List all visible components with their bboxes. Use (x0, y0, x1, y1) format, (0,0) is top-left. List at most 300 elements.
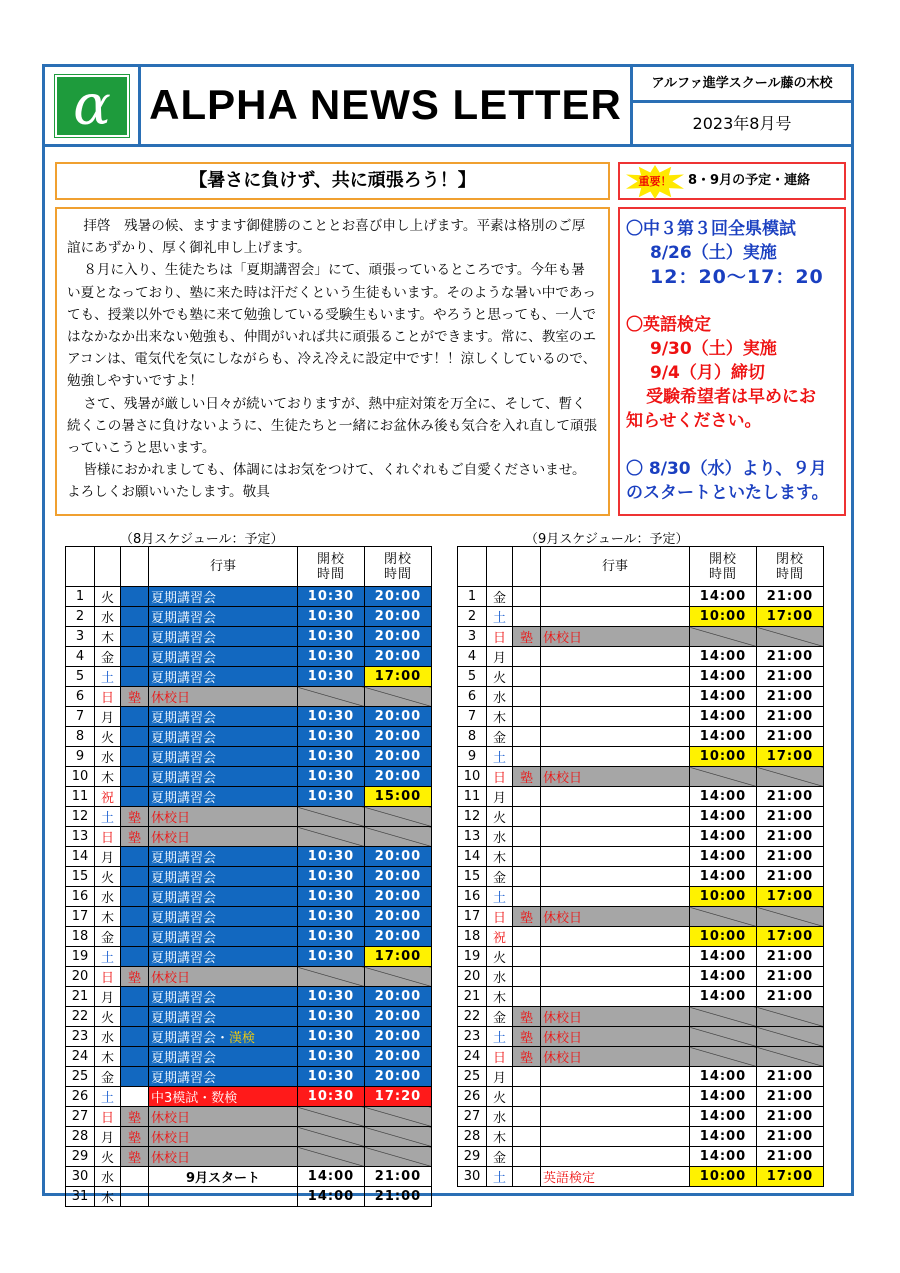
september-schedule-table (457, 546, 824, 1187)
juku-cell (121, 747, 149, 767)
close-time-cell: 21:00 (757, 947, 824, 967)
event-label: 夏期講習会 (151, 751, 217, 766)
event-label: 休校日 (543, 631, 583, 646)
close-time-cell: 20:00 (365, 867, 432, 887)
letter-paragraph: さて、残暑が厳しい日々が続いておりますが、熱中症対策を万全に、そして、暫く続くこの暑さに負けないように、生徒たちと一緒にお盆休み後も気合を入れ直して頑張っていこうと思います。 (67, 395, 598, 457)
event-label: 休校日 (543, 1031, 583, 1046)
open-time-cell (690, 907, 757, 927)
open-time-cell: 10:30 (298, 587, 365, 607)
close-time-cell: 21:00 (757, 707, 824, 727)
event-cell (541, 947, 690, 967)
letter-paragraph: 拝啓 残暑の候、ますます御健勝のこととお喜び申し上げます。平素は格別のご厚誼にあずかり、厚く御礼申し上げます。 (67, 218, 586, 257)
close-time-cell (365, 687, 432, 707)
open-time-cell (298, 1127, 365, 1147)
event-cell (149, 587, 298, 607)
juku-cell (121, 727, 149, 747)
open-time-cell (298, 1107, 365, 1127)
event-cell (541, 1067, 690, 1087)
day-cell: 23 (66, 1027, 95, 1047)
open-time-cell (690, 1047, 757, 1067)
day-cell: 26 (66, 1087, 95, 1107)
event-cell (541, 1007, 690, 1027)
day-cell: 27 (66, 1107, 95, 1127)
weekday-cell: 火 (487, 1087, 513, 1107)
table-row (66, 967, 432, 987)
notice-body (618, 207, 846, 516)
notice-line: 受験希望者は早めにお (646, 387, 816, 407)
table-row (458, 667, 824, 687)
close-time-cell: 21:00 (757, 727, 824, 747)
close-time-cell: 21:00 (757, 647, 824, 667)
juku-cell: 塾 (121, 967, 149, 987)
juku-cell (121, 1047, 149, 1067)
table-row (66, 807, 432, 827)
weekday-cell: 火 (95, 587, 121, 607)
open-time-cell (690, 627, 757, 647)
close-time-cell: 20:00 (365, 887, 432, 907)
table-row (458, 1167, 824, 1187)
juku-cell (513, 827, 541, 847)
table-row (458, 1087, 824, 1107)
close-time-cell: 20:00 (365, 707, 432, 727)
table-row (458, 987, 824, 1007)
close-time-cell (365, 1127, 432, 1147)
weekday-cell: 木 (487, 847, 513, 867)
event-cell (541, 987, 690, 1007)
day-cell: 20 (458, 967, 487, 987)
weekday-cell: 月 (95, 987, 121, 1007)
notice-line: 〇英語検定 (626, 315, 711, 335)
juku-cell (121, 1007, 149, 1027)
close-time-cell: 17:00 (757, 887, 824, 907)
day-cell: 1 (458, 587, 487, 607)
open-time-cell (298, 807, 365, 827)
table-header (458, 547, 824, 587)
table-row (458, 1027, 824, 1047)
close-time-cell (365, 1107, 432, 1127)
event-label: 夏期講習会 (151, 671, 217, 686)
table-row (66, 607, 432, 627)
table-row (66, 1067, 432, 1087)
juku-cell (121, 867, 149, 887)
open-time-cell: 10:30 (298, 887, 365, 907)
juku-cell (513, 1167, 541, 1187)
juku-cell: 塾 (121, 1147, 149, 1167)
header-event: 行事 (149, 547, 298, 587)
day-cell: 1 (66, 587, 95, 607)
day-cell: 18 (458, 927, 487, 947)
open-time-cell: 10:00 (690, 607, 757, 627)
day-cell: 7 (458, 707, 487, 727)
close-time-cell (365, 967, 432, 987)
weekday-cell: 火 (95, 867, 121, 887)
close-time-cell: 21:00 (757, 847, 824, 867)
event-label-extra: 漢検 (229, 1031, 256, 1046)
close-time-cell: 17:20 (365, 1087, 432, 1107)
open-time-cell: 10:30 (298, 1087, 365, 1107)
table-row (458, 1007, 824, 1027)
open-time-cell (690, 1027, 757, 1047)
day-cell: 30 (458, 1167, 487, 1187)
weekday-cell: 土 (487, 607, 513, 627)
close-time-cell: 21:00 (365, 1167, 432, 1187)
weekday-cell: 水 (487, 967, 513, 987)
day-cell: 11 (458, 787, 487, 807)
close-time-cell: 15:00 (365, 787, 432, 807)
weekday-cell: 祝 (95, 787, 121, 807)
notice-line: のスタートといたします。 (626, 483, 829, 503)
day-cell: 27 (458, 1107, 487, 1127)
day-cell: 18 (66, 927, 95, 947)
header-close-label: 閉校 時間 (775, 551, 804, 582)
close-time-cell: 20:00 (365, 727, 432, 747)
weekday-cell: 水 (95, 747, 121, 767)
event-label: 休校日 (151, 1111, 191, 1126)
day-cell: 15 (458, 867, 487, 887)
open-time-cell: 10:30 (298, 727, 365, 747)
event-cell (541, 687, 690, 707)
notice-line: 9/4（月）締切 (650, 363, 765, 383)
table-row (66, 1047, 432, 1067)
juku-cell: 塾 (121, 687, 149, 707)
weekday-cell: 木 (95, 907, 121, 927)
day-cell: 5 (458, 667, 487, 687)
close-time-cell: 17:00 (757, 747, 824, 767)
juku-cell (513, 847, 541, 867)
day-cell: 11 (66, 787, 95, 807)
header-day (66, 547, 95, 587)
table-row (458, 807, 824, 827)
juku-cell (121, 1087, 149, 1107)
header-open-label: 開校 時間 (708, 551, 737, 582)
day-cell: 17 (458, 907, 487, 927)
day-cell: 5 (66, 667, 95, 687)
day-cell: 21 (458, 987, 487, 1007)
event-label: 夏期講習会 (151, 651, 217, 666)
open-time-cell: 14:00 (690, 1147, 757, 1167)
close-time-cell: 17:00 (365, 667, 432, 687)
table-row (458, 907, 824, 927)
open-time-cell: 14:00 (298, 1187, 365, 1207)
close-time-cell: 21:00 (757, 987, 824, 1007)
table-row (66, 907, 432, 927)
day-cell: 6 (66, 687, 95, 707)
close-time-cell (365, 807, 432, 827)
weekday-cell: 火 (487, 667, 513, 687)
close-time-cell (757, 1007, 824, 1027)
header-juku (513, 547, 541, 587)
juku-cell (121, 947, 149, 967)
header-open-label: 開校 時間 (316, 551, 345, 582)
event-cell (149, 667, 298, 687)
weekday-cell: 土 (95, 947, 121, 967)
open-time-cell: 10:30 (298, 907, 365, 927)
open-time-cell (298, 827, 365, 847)
event-label: 夏期講習会 (151, 591, 217, 606)
event-cell (149, 947, 298, 967)
weekday-cell: 金 (487, 1007, 513, 1027)
notice-line: 〇中３第３回全県模試 (626, 219, 796, 239)
day-cell: 14 (66, 847, 95, 867)
day-cell: 17 (66, 907, 95, 927)
event-label: 休校日 (543, 1011, 583, 1026)
day-cell: 4 (458, 647, 487, 667)
day-cell: 16 (66, 887, 95, 907)
juku-cell (513, 947, 541, 967)
weekday-cell: 金 (487, 727, 513, 747)
weekday-cell: 月 (95, 847, 121, 867)
notice-line: 知らせください。 (626, 411, 762, 431)
juku-cell (513, 987, 541, 1007)
close-time-cell: 21:00 (757, 1087, 824, 1107)
close-time-cell: 20:00 (365, 987, 432, 1007)
table-row (458, 607, 824, 627)
open-time-cell: 10:30 (298, 927, 365, 947)
juku-cell (513, 707, 541, 727)
weekday-cell: 土 (487, 1027, 513, 1047)
event-cell (541, 927, 690, 947)
school-name: アルファ進学スクール藤の木校 (633, 67, 851, 103)
weekday-cell: 木 (95, 767, 121, 787)
header-weekday (487, 547, 513, 587)
close-time-cell: 20:00 (365, 627, 432, 647)
table-row (66, 787, 432, 807)
close-time-cell: 21:00 (757, 587, 824, 607)
event-label: 夏期講習会 (151, 1011, 217, 1026)
day-cell: 15 (66, 867, 95, 887)
letter-paragraph: ８月に入り、生徒たちは「夏期講習会」にて、頑張っているところです。今年も暑い夏となっており、塾に来た時は汗だくという生徒もいます。そのような暑い中であっても、授業以外でも塾に来て勉強している受験生もいます。やろうと思っても、一人ではなかなか出来ない勉強も、仲間がいれば共に頑張ることができます。常に、教室のエアコンは、電気代を気にしながらも、冷え冷えに設定中です！！涼しくしているので、勉強しやすいですよ！ (67, 262, 597, 390)
juku-cell (121, 887, 149, 907)
weekday-cell: 月 (487, 1067, 513, 1087)
event-label: 休校日 (151, 1151, 191, 1166)
event-cell (149, 607, 298, 627)
event-label: 夏期講習会 (151, 891, 217, 906)
open-time-cell: 10:30 (298, 767, 365, 787)
event-label: 休校日 (543, 911, 583, 926)
notice-line: 12：20～17：20 (650, 266, 824, 288)
event-label: 9月スタート (185, 1171, 261, 1186)
open-time-cell: 10:30 (298, 607, 365, 627)
day-cell: 19 (66, 947, 95, 967)
day-cell: 12 (66, 807, 95, 827)
table-row (66, 767, 432, 787)
event-label: 夏期講習会 (151, 851, 217, 866)
juku-cell (121, 647, 149, 667)
table-row (458, 1107, 824, 1127)
close-time-cell: 21:00 (757, 807, 824, 827)
table-row (66, 727, 432, 747)
close-time-cell: 20:00 (365, 1007, 432, 1027)
day-cell: 2 (458, 607, 487, 627)
day-cell: 26 (458, 1087, 487, 1107)
close-time-cell: 17:00 (757, 927, 824, 947)
day-cell: 25 (458, 1067, 487, 1087)
table-row (66, 587, 432, 607)
day-cell: 28 (458, 1127, 487, 1147)
event-label: 休校日 (151, 971, 191, 986)
juku-cell (121, 1067, 149, 1087)
open-time-cell: 10:30 (298, 1067, 365, 1087)
open-time-cell: 10:30 (298, 627, 365, 647)
weekday-cell: 金 (487, 587, 513, 607)
event-label: 夏期講習会 (151, 951, 217, 966)
table-row (458, 1127, 824, 1147)
event-label: 休校日 (151, 811, 191, 826)
event-cell (149, 847, 298, 867)
weekday-cell: 木 (95, 627, 121, 647)
juku-cell (513, 1087, 541, 1107)
open-time-cell: 14:00 (690, 787, 757, 807)
important-badge: 重要！ (638, 175, 672, 188)
open-time-cell: 14:00 (690, 707, 757, 727)
close-time-cell: 20:00 (365, 1027, 432, 1047)
notice-title: 8・9月の予定・連絡 (688, 173, 811, 188)
table-row (458, 867, 824, 887)
close-time-cell (365, 827, 432, 847)
open-time-cell: 14:00 (690, 1107, 757, 1127)
day-cell: 24 (458, 1047, 487, 1067)
event-label: 夏期講習会 (151, 791, 217, 806)
greeting-letter (55, 207, 610, 516)
open-time-cell: 10:30 (298, 667, 365, 687)
close-time-cell (365, 1147, 432, 1167)
close-time-cell (757, 767, 824, 787)
event-cell (541, 707, 690, 727)
juku-cell: 塾 (121, 827, 149, 847)
header-close (757, 547, 824, 587)
close-time-cell: 21:00 (757, 1127, 824, 1147)
close-time-cell: 21:00 (757, 687, 824, 707)
weekday-cell: 月 (95, 1127, 121, 1147)
weekday-cell: 水 (487, 687, 513, 707)
event-cell (541, 1167, 690, 1187)
table-row (458, 1067, 824, 1087)
day-cell: 22 (458, 1007, 487, 1027)
table-row (458, 1147, 824, 1167)
event-cell (149, 1127, 298, 1147)
table-row (66, 947, 432, 967)
header-weekday (95, 547, 121, 587)
event-cell (149, 1007, 298, 1027)
juku-cell (121, 907, 149, 927)
weekday-cell: 水 (487, 827, 513, 847)
event-label: 中3模試・数検 (151, 1091, 238, 1106)
table-row (66, 887, 432, 907)
day-cell: 24 (66, 1047, 95, 1067)
weekday-cell: 木 (487, 1127, 513, 1147)
open-time-cell: 10:30 (298, 947, 365, 967)
day-cell: 9 (66, 747, 95, 767)
event-label: 休校日 (151, 1131, 191, 1146)
juku-cell: 塾 (121, 807, 149, 827)
aug-caption: （8月スケジュール：予定） (120, 532, 284, 547)
header-event: 行事 (541, 547, 690, 587)
juku-cell: 塾 (121, 1107, 149, 1127)
day-cell: 10 (66, 767, 95, 787)
juku-cell (513, 867, 541, 887)
juku-cell (513, 747, 541, 767)
juku-cell: 塾 (513, 767, 541, 787)
juku-cell (513, 687, 541, 707)
notice-header (618, 162, 846, 200)
sep-caption: （9月スケジュール：予定） (525, 532, 689, 547)
notice-line: 〇 8/30（水）より、９月 (626, 459, 827, 479)
weekday-cell: 火 (487, 807, 513, 827)
day-cell: 22 (66, 1007, 95, 1027)
event-cell (541, 647, 690, 667)
weekday-cell: 月 (95, 707, 121, 727)
event-label: 休校日 (543, 771, 583, 786)
table-row (66, 687, 432, 707)
header-close-label: 閉校 時間 (383, 551, 412, 582)
event-cell (149, 1147, 298, 1167)
weekday-cell: 火 (95, 1007, 121, 1027)
close-time-cell: 20:00 (365, 927, 432, 947)
header-juku (121, 547, 149, 587)
juku-cell (513, 807, 541, 827)
event-label: 夏期講習会 (151, 911, 217, 926)
weekday-cell: 日 (95, 967, 121, 987)
open-time-cell: 10:30 (298, 987, 365, 1007)
weekday-cell: 水 (487, 1107, 513, 1127)
weekday-cell: 土 (487, 1167, 513, 1187)
weekday-cell: 月 (487, 787, 513, 807)
juku-cell (121, 707, 149, 727)
event-cell (149, 987, 298, 1007)
juku-cell (121, 1027, 149, 1047)
event-cell (541, 747, 690, 767)
table-row (458, 847, 824, 867)
table-row (66, 1027, 432, 1047)
juku-cell (121, 927, 149, 947)
open-time-cell: 14:00 (690, 587, 757, 607)
weekday-cell: 金 (95, 1067, 121, 1087)
day-cell: 9 (458, 747, 487, 767)
weekday-cell: 日 (487, 907, 513, 927)
august-schedule-table (65, 546, 432, 1207)
event-label: 夏期講習会 (151, 711, 217, 726)
open-time-cell: 14:00 (690, 727, 757, 747)
juku-cell (513, 1067, 541, 1087)
weekday-cell: 火 (487, 947, 513, 967)
close-time-cell: 20:00 (365, 847, 432, 867)
event-cell (149, 967, 298, 987)
close-time-cell: 21:00 (757, 1147, 824, 1167)
event-cell (541, 627, 690, 647)
table-row (66, 647, 432, 667)
open-time-cell: 14:00 (690, 667, 757, 687)
close-time-cell: 20:00 (365, 607, 432, 627)
open-time-cell: 10:30 (298, 1007, 365, 1027)
table-row (458, 827, 824, 847)
event-cell (149, 1107, 298, 1127)
event-cell (149, 747, 298, 767)
juku-cell (513, 787, 541, 807)
juku-cell (513, 927, 541, 947)
table-row (66, 1147, 432, 1167)
close-time-cell: 21:00 (365, 1187, 432, 1207)
weekday-cell: 日 (487, 1047, 513, 1067)
close-time-cell: 20:00 (365, 647, 432, 667)
juku-cell: 塾 (513, 1007, 541, 1027)
weekday-cell: 火 (95, 727, 121, 747)
day-cell: 30 (66, 1167, 95, 1187)
weekday-cell: 日 (95, 827, 121, 847)
juku-cell (513, 587, 541, 607)
table-row (458, 587, 824, 607)
event-label: 夏期講習会 (151, 731, 217, 746)
event-cell (541, 607, 690, 627)
